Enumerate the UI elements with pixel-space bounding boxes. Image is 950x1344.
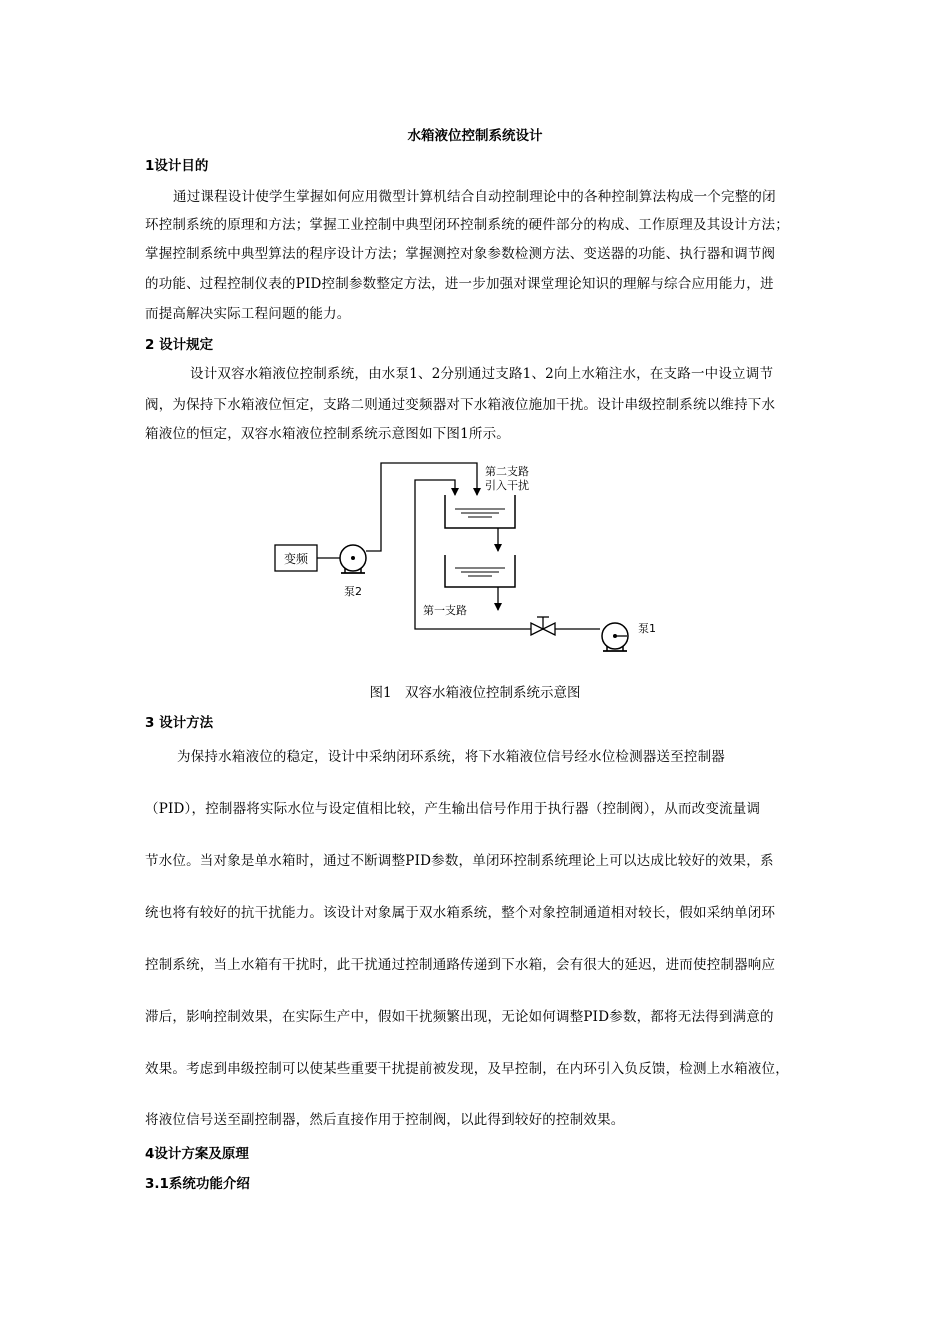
- lower-tank: [445, 555, 515, 587]
- subsection-heading-3-1: 3.1系统功能介绍: [145, 1176, 250, 1192]
- pump2-label: 泵2: [344, 585, 362, 598]
- paragraph-line: 环控制系统的原理和方法；掌握工业控制中典型闭环控制系统的硬件部分的构成、工作原理及其设计方法；: [145, 217, 789, 233]
- vfd-label: 变频: [283, 552, 309, 566]
- paragraph-line: （PID），控制器将实际水位与设定值相比较，产生输出信号作用于执行器（控制阀），从而改变流量调: [145, 801, 761, 817]
- pump2-symbol: [340, 545, 366, 573]
- control-valve: [531, 617, 555, 635]
- document-title: 水箱液位控制系统设计: [407, 128, 543, 144]
- figure-caption: 图1 双容水箱液位控制系统示意图: [369, 685, 581, 701]
- paragraph-line: 掌握控制系统中典型算法的程序设计方法；掌握测控对象参数检测方法、变送器的功能、执行器和调节阀: [145, 246, 776, 262]
- section-heading-1: 1设计目的: [145, 158, 209, 174]
- branch2-label-line1: 第二支路: [485, 465, 529, 478]
- paragraph-line: 统也将有较好的抗干扰能力。该设计对象属于双水箱系统，整个对象控制通道相对较长，假如采纳单闭环: [145, 905, 776, 921]
- paragraph-line: 为保持水箱液位的稳定，设计中采纳闭环系统，将下水箱液位信号经水位检测器送至控制器: [177, 749, 725, 765]
- paragraph-line: 的功能、过程控制仪表的PID控制参数整定方法，进一步加强对课堂理论知识的理解与综合应用能力，进: [145, 276, 774, 292]
- paragraph-line: 滞后，影响控制效果，在实际生产中，假如干扰频繁出现，无论如何调整PID参数，都将无法得到满意的: [145, 1009, 774, 1025]
- paragraph-line: 设计双容水箱液位控制系统，由水泵1、2分别通过支路1、2向上水箱注水，在支路一中设立调节: [190, 366, 774, 382]
- paragraph-line: 而提高解决实际工程问题的能力。: [145, 306, 351, 322]
- paragraph-line: 效果。考虑到串级控制可以使某些重要干扰提前被发现，及早控制，在内环引入负反馈，检测上水箱液位，: [145, 1061, 789, 1077]
- vfd-box: [275, 545, 317, 571]
- upper-tank: [445, 495, 515, 528]
- section-heading-3: 3 设计方法: [145, 715, 214, 731]
- paragraph-line: 将液位信号送至副控制器，然后直接作用于控制阀，以此得到较好的控制效果。: [145, 1112, 625, 1128]
- pump1-symbol: [602, 623, 628, 651]
- paragraph-line: 通过课程设计使学生掌握如何应用微型计算机结合自动控制理论中的各种控制算法构成一个完整的闭: [173, 189, 776, 205]
- section-heading-2: 2 设计规定: [145, 337, 214, 353]
- tank-system-diagram: [265, 455, 685, 675]
- pump1-label: 泵1: [638, 622, 656, 635]
- section-heading-4: 4设计方案及原理: [145, 1146, 249, 1162]
- branch2-label-line2: 引入干扰: [485, 479, 529, 492]
- branch1-label: 第一支路: [423, 604, 467, 617]
- paragraph-line: 节水位。当对象是单水箱时，通过不断调整PID参数，单闭环控制系统理论上可以达成比较好的效果，系: [145, 853, 774, 869]
- paragraph-line: 阀，为保持下水箱液位恒定，支路二则通过变频器对下水箱液位施加干扰。设计串级控制系统以维持下水: [145, 397, 776, 413]
- paragraph-line: 控制系统，当上水箱有干扰时，此干扰通过控制通路传递到下水箱，会有很大的延迟，进而使控制器响应: [145, 957, 776, 973]
- paragraph-line: 箱液位的恒定，双容水箱液位控制系统示意图如下图1所示。: [145, 426, 510, 442]
